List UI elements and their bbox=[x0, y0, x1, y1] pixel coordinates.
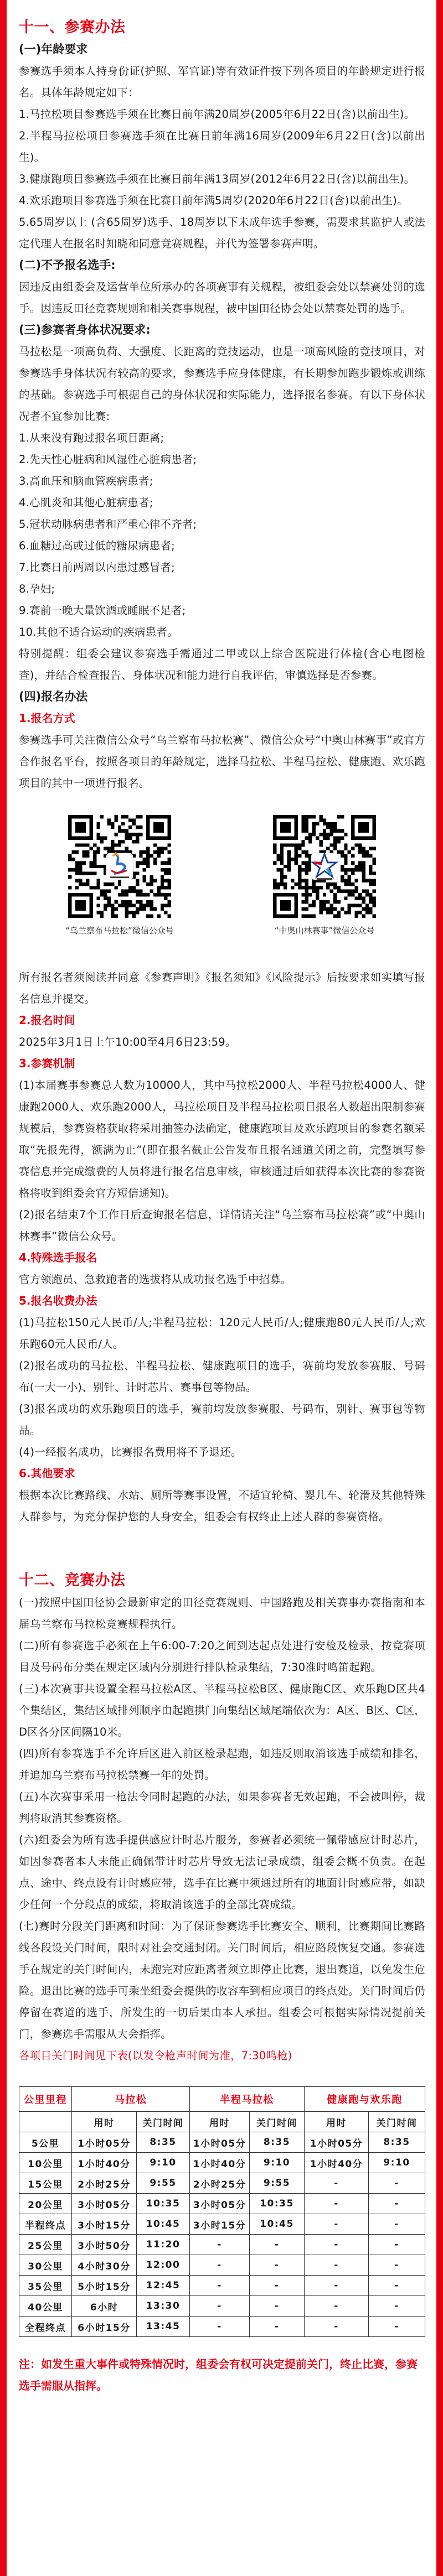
time-cell: 3小时50分 bbox=[72, 2235, 137, 2255]
time-cell: 1小时40分 bbox=[72, 2153, 137, 2173]
health-list bbox=[19, 427, 425, 643]
special-title: 4.特殊选手报名 bbox=[19, 1251, 97, 1264]
qr-code-icon[interactable] bbox=[68, 815, 171, 918]
time-cell: 3小时15分 bbox=[190, 2214, 250, 2235]
health-condition-item: 6.血糖过高或过低的糖尿病患者; bbox=[19, 539, 175, 552]
red-frame-left bbox=[0, 0, 7, 2576]
time-cell: 13:45 bbox=[137, 2317, 190, 2337]
footer-note: 注：如发生重大事件或特殊情况时，组委会有权可决定提前关门，终止比赛，参赛选手需服从指挥。 bbox=[19, 2357, 418, 2392]
ulanqab-marathon-logo-icon bbox=[106, 853, 133, 880]
competition-rule-item: (二)所有参赛选手必须在上午6:00-7:20之间到达起点处进行安检及检录，按竞赛项目及号码布分类在规定区域内分别进行排队检录集结，7:30准时鸣笛起跑。 bbox=[19, 1639, 425, 1674]
sub-header: 关门时间 bbox=[137, 2112, 190, 2132]
time-cell: 9:10 bbox=[137, 2153, 190, 2173]
table-caption: 各项目关门时间见下表(以发令枪声时间为准，7:30鸣枪) bbox=[19, 2049, 292, 2062]
time-cell: - bbox=[190, 2255, 250, 2276]
fees-item: (3)报名成功的欢乐跑项目的选手，赛前均发放参赛服、号码布，别针、赛事包等物品。 bbox=[19, 1403, 425, 1437]
time-cell: - bbox=[369, 2317, 425, 2337]
table-row bbox=[19, 2317, 425, 2337]
time-cell: 11:20 bbox=[137, 2235, 190, 2255]
competition-rule-item: (五)本次赛事采用一枪法令同时起跑的办法，如果参赛者无效起跑，不会被叫停，裁判将取消其参赛资格。 bbox=[19, 1790, 425, 1825]
zhongao-shanlin-star-logo-icon bbox=[311, 853, 338, 880]
health-condition-item: 1.从来没有跑过报名项目距离; bbox=[19, 432, 164, 444]
time-cell: - bbox=[250, 2255, 305, 2276]
sub-header: 关门时间 bbox=[250, 2112, 305, 2132]
excluded-heading: (二)不予报名选手: bbox=[19, 258, 116, 272]
time-cell: - bbox=[190, 2317, 250, 2337]
time-cell: 1小时40分 bbox=[305, 2153, 369, 2173]
time-cell: 4小时30分 bbox=[72, 2255, 137, 2276]
document-content bbox=[19, 0, 425, 2397]
time-cell: - bbox=[305, 2235, 369, 2255]
health-condition-item: 7.比赛日前两周以内患过感冒者; bbox=[19, 561, 175, 574]
time-cell: 8:35 bbox=[369, 2132, 425, 2153]
health-condition-item: 10.其他不适合运动的疾病患者。 bbox=[19, 626, 178, 638]
registration-after-text: 所有报名者须阅读并同意《参赛声明》《报名须知》《风险提示》后按要求如实填写报名信息并提交。 bbox=[19, 971, 425, 1005]
registration-method-title: 1.报名方式 bbox=[19, 711, 75, 725]
time-cell: 13:30 bbox=[137, 2296, 190, 2317]
fees-item: (2)报名成功的马拉松、半程马拉松、健康跑项目的选手，赛前均发放参赛服、号码布(一大一小)、别针、计时芯片、赛事包等物品。 bbox=[19, 1359, 425, 1394]
time-cell: - bbox=[369, 2173, 425, 2194]
table-sub-header-row bbox=[19, 2112, 425, 2132]
other-text: 根据本次比赛路线、水站、厕所等赛事设置，不适宜轮椅、婴儿车、轮滑及其他特殊人群参与，为充分保护您的人身安全，组委会有权终止上述人群的参赛资格。 bbox=[19, 1489, 425, 1523]
health-condition-item: 4.心肌炎和其他心脏病患者; bbox=[19, 496, 153, 509]
qr-caption: “中奥山林赛事”微信公众号 bbox=[274, 926, 375, 936]
time-cell: 6小时15分 bbox=[72, 2317, 137, 2337]
time-cell: 2小时25分 bbox=[190, 2173, 250, 2194]
time-cell: 3小时05分 bbox=[72, 2194, 137, 2214]
competition-rule-item: (三)本次赛事共设置全程马拉松A区、半程马拉松B区、健康跑C区、欢乐跑D区共4个集结区，集结区域排列顺序由起跑拱门向集结区域尾端依次为：A区、B区、C区，D区各分区间隔10米。 bbox=[19, 1682, 425, 1738]
health-condition-item: 3.高血压和脑血管疾病患者; bbox=[19, 475, 153, 487]
qr-caption: “乌兰察布马拉松”微信公众号 bbox=[65, 926, 174, 936]
table-row bbox=[19, 2132, 425, 2153]
time-cell: - bbox=[190, 2296, 250, 2317]
distance-cell: 30公里 bbox=[19, 2255, 72, 2276]
time-cell: - bbox=[305, 2296, 369, 2317]
time-cell: - bbox=[250, 2276, 305, 2296]
age-intro: 参赛选手须本人持身份证(护照、军官证)等有效证件按下列各项目的年龄规定进行报名。具体年龄规定如下： bbox=[19, 65, 425, 99]
time-cell: 1小时05分 bbox=[190, 2132, 250, 2153]
sub-header-empty bbox=[19, 2112, 72, 2132]
group-header-fun-run: 健康跑与欢乐跑 bbox=[305, 2087, 425, 2112]
distance-cell: 40公里 bbox=[19, 2296, 72, 2317]
registration-time-title: 2.报名时间 bbox=[19, 1014, 75, 1027]
time-cell: 2小时25分 bbox=[72, 2173, 137, 2194]
table-row bbox=[19, 2153, 425, 2173]
age-rule-item: 5.65周岁以上 (含65周岁)选手、18周岁以下未成年选手参赛，需要求其监护人或法定代理人在报名时知晓和同意竞赛规程，并代为签署参赛声明。 bbox=[19, 216, 425, 250]
time-cell: - bbox=[369, 2235, 425, 2255]
competition-rule-item: (六)组委会为所有选手提供感应计时芯片服务，参赛者必须统一佩带感应计时芯片，如因参赛者本人未能正确佩带计时芯片导致无法记录成绩，组委会概不负责。在起点、途中、终点设有计时感应带，选手在比赛中须通过所有的地面计时感应带，如缺少任何一个分段点的成绩，将取消该选手的全部比赛成绩。 bbox=[19, 1834, 425, 1911]
registration-method-text: 参赛选手可关注微信公众号“乌兰察布马拉松赛”、微信公众号“中奥山林赛事”或官方合作报名平台，按照各项目的年龄规定，选择马拉松、半程马拉松、健康跑、欢乐跑项目的其中一项进行报名。 bbox=[19, 734, 425, 790]
sub-header: 关门时间 bbox=[369, 2112, 425, 2132]
mechanism-item: (2)报名结束7个工作日后查询报名信息，详情请关注“乌兰察布马拉松赛”或“中奥山林赛事”微信公众号。 bbox=[19, 1208, 425, 1243]
health-reminder: 特别提醒：组委会建议参赛选手需通过二甲或以上综合医院进行体检(含心电图检查)，并结合检查报告、身体状况和能力进行自我评估，审慎选择是否参赛。 bbox=[19, 647, 425, 682]
table-row bbox=[19, 2296, 425, 2317]
competition-rule-item: (一)按照中国田径协会最新审定的田径竞赛规则、中国路跑及相关赛事办赛指南和本届乌兰察布马拉松竞赛规程执行。 bbox=[19, 1596, 425, 1630]
age-rule-item: 1.马拉松项目参赛选手须在比赛日前年满20周岁(2005年6月22日(含)以前出生)。 bbox=[19, 108, 415, 121]
distance-cell: 15公里 bbox=[19, 2173, 72, 2194]
time-cell: 9:10 bbox=[369, 2153, 425, 2173]
registration-time-text: 2025年3月1日上午10:00至4月6日23:59。 bbox=[19, 1036, 236, 1048]
table-row bbox=[19, 2194, 425, 2214]
time-cell: 3小时05分 bbox=[190, 2194, 250, 2214]
time-cell: 10:35 bbox=[250, 2194, 305, 2214]
table-row bbox=[19, 2214, 425, 2235]
excluded-text: 因违反由组委会及运营单位所承办的各项赛事有关规程，被组委会处以禁赛处罚的选手。因违反田径竞赛规则和相关赛事规程，被中国田径协会处以禁赛处罚的选手。 bbox=[19, 281, 425, 315]
table-group-header-row bbox=[19, 2087, 425, 2112]
time-cell: - bbox=[190, 2276, 250, 2296]
time-cell: 9:55 bbox=[137, 2173, 190, 2194]
time-cell: - bbox=[369, 2255, 425, 2276]
time-cell: - bbox=[369, 2214, 425, 2235]
sub-header: 用时 bbox=[305, 2112, 369, 2132]
distance-cell: 25公里 bbox=[19, 2235, 72, 2255]
time-cell: - bbox=[250, 2296, 305, 2317]
distance-cell: 半程终点 bbox=[19, 2214, 72, 2235]
mechanism-title: 3.参赛机制 bbox=[19, 1057, 75, 1070]
health-condition-item: 2.先天性心脏病和风湿性心脏病患者; bbox=[19, 453, 197, 466]
competition-rule-item: (四)所有参赛选手不允许后区进入前区检录起跑，如违反则取消该选手成绩和排名，并追加乌兰察布马拉松禁赛一年的处罚。 bbox=[19, 1747, 425, 1782]
section-11-title: 十一、参赛办法 bbox=[19, 19, 126, 36]
time-cell: 8:35 bbox=[250, 2132, 305, 2153]
time-cell: 9:10 bbox=[250, 2153, 305, 2173]
group-header-half-marathon: 半程马拉松 bbox=[190, 2087, 305, 2112]
time-cell: - bbox=[250, 2235, 305, 2255]
time-cell: 3小时15分 bbox=[72, 2214, 137, 2235]
health-condition-item: 8.孕妇; bbox=[19, 583, 55, 595]
time-cell: 10:45 bbox=[137, 2214, 190, 2235]
table-row bbox=[19, 2173, 425, 2194]
time-cell: - bbox=[369, 2194, 425, 2214]
time-cell: - bbox=[250, 2317, 305, 2337]
group-header-marathon: 马拉松 bbox=[72, 2087, 190, 2112]
time-cell: 10:35 bbox=[137, 2194, 190, 2214]
qr-code-icon[interactable] bbox=[273, 815, 376, 918]
distance-cell: 全程终点 bbox=[19, 2317, 72, 2337]
age-rule-item: 3.健康跑项目参赛选手须在比赛日前年满13周岁(2012年6月22日(含)以前出生)。 bbox=[19, 173, 415, 185]
age-rule-item: 4.欢乐跑项目参赛选手须在比赛日前年满5周岁(2020年6月22日(含)以前出生)。 bbox=[19, 194, 408, 207]
sub-header: 用时 bbox=[190, 2112, 250, 2132]
time-cell: - bbox=[305, 2214, 369, 2235]
time-cell: - bbox=[305, 2276, 369, 2296]
time-cell: - bbox=[305, 2173, 369, 2194]
table-row bbox=[19, 2235, 425, 2255]
other-title: 6.其他要求 bbox=[19, 1467, 75, 1480]
health-condition-item: 5.冠状动脉病患者和严重心律不齐者; bbox=[19, 518, 197, 531]
cutoff-time-table bbox=[19, 2086, 425, 2337]
time-cell: 1小时05分 bbox=[305, 2132, 369, 2153]
time-cell: - bbox=[369, 2276, 425, 2296]
fees-title: 5.报名收费办法 bbox=[19, 1294, 97, 1307]
corner-header: 公里里程 bbox=[19, 2087, 72, 2112]
distance-cell: 10公里 bbox=[19, 2153, 72, 2173]
time-cell: - bbox=[369, 2296, 425, 2317]
age-rule-item: 2.半程马拉松项目参赛选手须在比赛日前年满16周岁(2009年6月22日(含)以前出生)。 bbox=[19, 129, 425, 164]
time-cell: 12:00 bbox=[137, 2255, 190, 2276]
distance-cell: 5公里 bbox=[19, 2132, 72, 2153]
time-cell: 6小时 bbox=[72, 2296, 137, 2317]
age-heading: (一)年龄要求 bbox=[19, 43, 88, 56]
time-cell: - bbox=[305, 2194, 369, 2214]
time-cell: - bbox=[305, 2317, 369, 2337]
table-row bbox=[19, 2255, 425, 2276]
red-frame-right bbox=[436, 0, 443, 2576]
health-heading: (三)参赛者身体状况要求: bbox=[19, 323, 151, 336]
fees-item: (4)一经报名成功，比赛报名费用将不予退还。 bbox=[19, 1446, 242, 1458]
time-cell: 5小时15分 bbox=[72, 2276, 137, 2296]
time-cell: 10:45 bbox=[250, 2214, 305, 2235]
fees-item: (1)马拉松150元人民币/人;半程马拉松：120元人民币/人;健康跑80元人民币/人;欢乐跑60元人民币/人。 bbox=[19, 1316, 425, 1351]
sub-header: 用时 bbox=[72, 2112, 137, 2132]
qr-code-row bbox=[19, 815, 425, 938]
qr-block-zhongao-shanlin bbox=[253, 815, 396, 938]
time-cell: 8:35 bbox=[137, 2132, 190, 2153]
time-cell: 1小时40分 bbox=[190, 2153, 250, 2173]
registration-heading: (四)报名办法 bbox=[19, 690, 88, 703]
mechanism-item: (1)本届赛事参赛总人数为10000人，其中马拉松2000人、半程马拉松4000人、健康跑2000人、欢乐跑2000人，马拉松项目及半程马拉松项目报名人数超出限制参赛规模后，参赛资格获取将采用抽签办法确定，健康跑项目及欢乐跑项目的参赛名额采取“先报先得，额满为止”(即在报名截止公告发布且报名通道关闭之前，完整填写参赛信息并完成缴费的人员将进行报名信息审核，审核通过后如获得本次比赛的参赛资格将收到组委会官方短信通知)。 bbox=[19, 1079, 425, 1199]
competition-rule-item: (七)赛时分段关门距离和时间：为了保证参赛选手比赛安全、顺利，比赛期间比赛路线各段设关门时间，限时对社会交通封闭。关门时间后，相应路段恢复交通。参赛选手在规定的关门时间内，未跑完对应距离者须立即停止比赛，退出赛道，以免发生危险。退出比赛的选手可乘坐组委会提供的收容车到相应项目的终点处。关门时间后仍停留在赛道的选手，所发生的一切后果由本人承担。组委会可根据实际情况提前关门，参赛选手需服从大会指挥。 bbox=[19, 1920, 425, 2040]
competition-rules-list bbox=[19, 1592, 425, 2045]
health-condition-item: 9.赛前一晚大量饮酒或睡眠不足者; bbox=[19, 604, 186, 617]
time-cell: - bbox=[190, 2235, 250, 2255]
distance-cell: 20公里 bbox=[19, 2194, 72, 2214]
distance-cell: 35公里 bbox=[19, 2276, 72, 2296]
time-cell: 1小时05分 bbox=[72, 2132, 137, 2153]
qr-block-ulanqab-marathon bbox=[48, 815, 192, 938]
time-cell: 9:55 bbox=[250, 2173, 305, 2194]
health-intro: 马拉松是一项高负荷、大强度、长距离的竞技运动，也是一项高风险的竞技项目，对参赛选手身体状况有较高的要求，参赛选手应身体健康，有长期参加跑步锻炼或训练的基础。参赛选手可根据自己的身体状况和实际能力，选择报名参赛。有以下身体状况者不宜参加比赛: bbox=[19, 345, 425, 423]
special-text: 官方领跑员、急救跑者的选拔将从成功报名选手中招募。 bbox=[19, 1273, 292, 1286]
table-row bbox=[19, 2276, 425, 2296]
section-12-title: 十二、竞赛办法 bbox=[19, 1572, 126, 1589]
time-cell: 12:45 bbox=[137, 2276, 190, 2296]
age-list bbox=[19, 103, 425, 255]
time-cell: - bbox=[305, 2255, 369, 2276]
